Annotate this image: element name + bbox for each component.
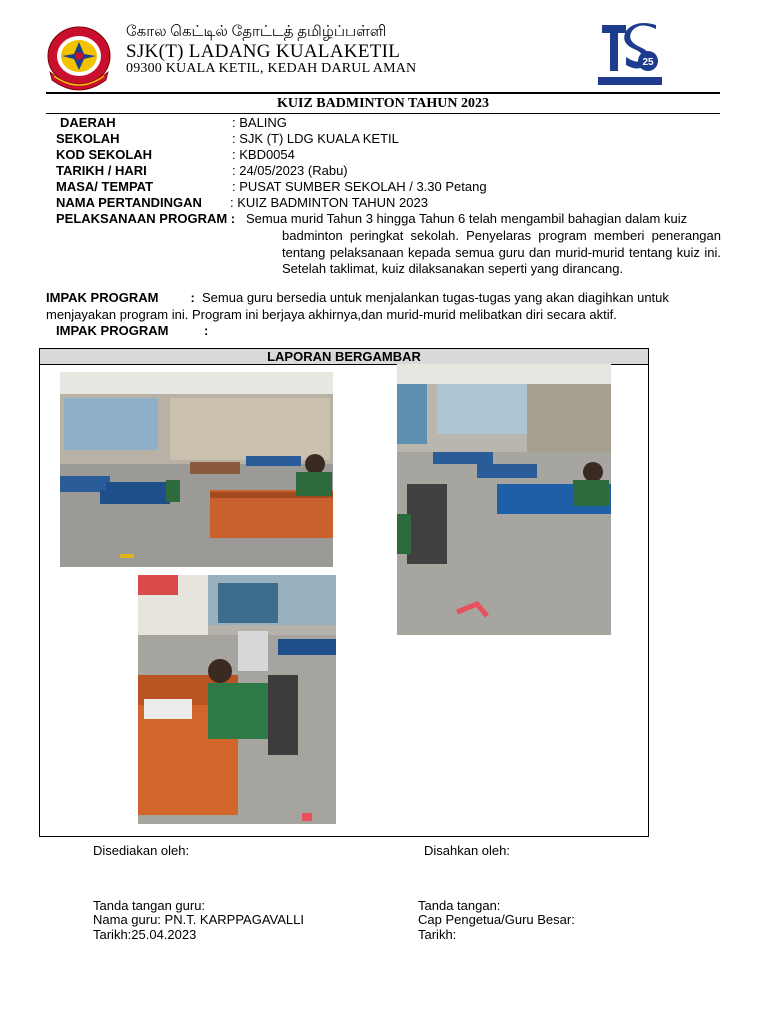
tarikh-value: : 24/05/2023 (Rabu) bbox=[232, 163, 348, 178]
kod-sekolah-label: KOD SEKOLAH bbox=[56, 147, 153, 162]
kod-sekolah-value: : KBD0054 bbox=[232, 147, 295, 162]
tanda-tangan-label: Tanda tangan: bbox=[418, 898, 501, 913]
sekolah-label: SEKOLAH bbox=[56, 131, 120, 146]
impak-label-2: IMPAK PROGRAM bbox=[56, 323, 169, 338]
daerah-label: DAERAH bbox=[60, 115, 116, 130]
laporan-bergambar-header: LAPORAN BERGAMBAR bbox=[40, 349, 648, 365]
title-divider bbox=[46, 113, 720, 114]
tarikh-right-label: Tarikh: bbox=[418, 927, 457, 942]
school-crest-icon bbox=[44, 24, 114, 92]
impak-colon: : bbox=[190, 290, 195, 305]
pelaksanaan-first-line: Semua murid Tahun 3 hingga Tahun 6 telah mengambil bahagian dalam kuiz bbox=[246, 211, 688, 226]
nama-guru-label: Nama guru: PN.T. KARPPAGAVALLI bbox=[93, 912, 304, 927]
sekolah-value: : SJK (T) LDG KUALA KETIL bbox=[232, 131, 399, 146]
document-title: KUIZ BADMINTON TAHUN 2023 bbox=[277, 96, 489, 111]
masa-tempat-label: MASA/ TEMPAT bbox=[56, 179, 154, 194]
school-address: 09300 KUALA KETIL, KEDAH DARUL AMAN bbox=[126, 61, 417, 76]
daerah-value: : BALING bbox=[232, 115, 287, 130]
school-name-tamil: கோல கெட்டில் தோட்டத் தமிழ்ப்பள்ளி bbox=[126, 24, 387, 40]
school-name: SJK(T) LADANG KUALAKETIL bbox=[126, 41, 401, 62]
ts25-logo-icon bbox=[596, 19, 664, 89]
impak-colon-2: : bbox=[204, 323, 209, 338]
header-divider bbox=[46, 92, 720, 94]
disediakan-oleh-label: Disediakan oleh: bbox=[93, 843, 190, 858]
classroom-photo-2 bbox=[397, 364, 611, 635]
pelaksanaan-label: PELAKSANAAN PROGRAM : bbox=[56, 211, 236, 226]
pelaksanaan-text: badminton peringkat sekolah. Penyelaras program memberi penerangan tentang pelaksanaan kepada semua guru dan murid-murid tentang kuiz ini. Setelah taklimat, kuiz dilaksanakan seperti yang dirancang. bbox=[282, 228, 721, 276]
tanda-tangan-guru-label: Tanda tangan guru: bbox=[93, 898, 206, 913]
classroom-photo-1 bbox=[60, 372, 333, 567]
svg-text:25: 25 bbox=[642, 57, 654, 68]
nama-pertandingan-value: : KUIZ BADMINTON TAHUN 2023 bbox=[230, 195, 428, 210]
impak-text: Semua guru bersedia untuk menjalankan tugas-tugas yang akan diagihkan untuk menjayakan program ini. Program ini berjaya akhirnya,dan murid-murid melibatkan diri secara aktif. bbox=[46, 290, 669, 322]
classroom-photo-3 bbox=[138, 575, 336, 824]
cap-pengetua-label: Cap Pengetua/Guru Besar: bbox=[418, 912, 575, 927]
tarikh-left-label: Tarikh:25.04.2023 bbox=[93, 927, 197, 942]
disahkan-oleh-label: Disahkan oleh: bbox=[424, 843, 510, 858]
masa-tempat-value: : PUSAT SUMBER SEKOLAH / 3.30 Petang bbox=[232, 179, 487, 194]
impak-label: IMPAK PROGRAM bbox=[46, 290, 159, 305]
tarikh-label: TARIKH / HARI bbox=[56, 163, 147, 178]
nama-pertandingan-label: NAMA PERTANDINGAN bbox=[56, 195, 202, 210]
impak-paragraph bbox=[46, 290, 722, 323]
